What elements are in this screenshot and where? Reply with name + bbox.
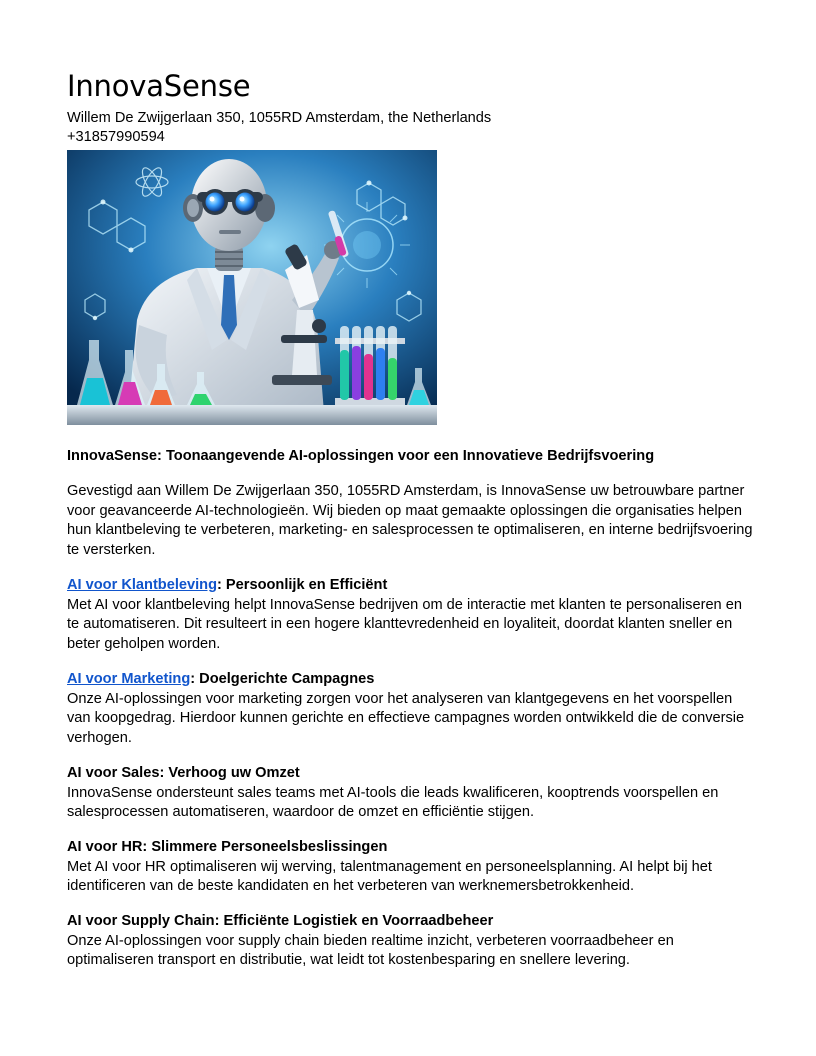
intro-paragraph: Gevestigd aan Willem De Zwijgerlaan 350, 1055RD Amsterdam, is InnovaSense uw betrouwbare partner voor geavanceerde AI-technologieën. Wij bieden op maat gemaakte oplossingen die organisaties helpen hun klantbeleving te verbeteren, marketing- en salesprocessen te optimaliseren, en interne bedrijfsvoering te versterken. (67, 483, 753, 558)
section-body: InnovaSense ondersteunt sales teams met AI-tools die leads kwalificeren, kooptrends voorspellen en salesprocessen automatiseren, waardoor de omzet en efficiëntie stijgen. (67, 784, 719, 821)
section-marketing (67, 670, 757, 748)
section-body: Met AI voor HR optimaliseren wij werving, talentmanagement en personeelsplanning. AI helpt bij het identificeren van de beste kandidaten en het verbeteren van werknemersbetrokkenheid. (67, 858, 712, 895)
section-heading: AI voor HR: Slimmere Personeelsbeslissingen (67, 839, 388, 855)
section-supply-chain (67, 912, 757, 971)
company-phone: +31857990594 (67, 129, 165, 145)
robot-scientist-illustration (67, 150, 437, 425)
section-body: Met AI voor klantbeleving helpt InnovaSense bedrijven om de interactie met klanten te personaliseren en te automatiseren. Dit resulteert in een hogere klanttevredenheid en loyaliteit, doordat klanten sneller en beter geholpen worden. (67, 596, 742, 652)
section-heading (67, 576, 757, 596)
section-heading-text: : Persoonlijk en Efficiënt (217, 577, 388, 593)
document-headline: InnovaSense: Toonaangevende AI-oplossingen voor een Innovatieve Bedrijfsvoering (67, 448, 655, 464)
link-ai-klantbeleving[interactable]: AI voor Klantbeleving (67, 577, 218, 593)
section-sales (67, 764, 757, 823)
section-heading: AI voor Sales: Verhoog uw Omzet (67, 765, 300, 781)
link-ai-marketing[interactable]: AI voor Marketing (67, 671, 191, 687)
page-title: InnovaSense (67, 69, 251, 103)
section-heading: AI voor Supply Chain: Efficiënte Logistiek en Voorraadbeheer (67, 913, 494, 929)
section-body: Onze AI-oplossingen voor marketing zorgen voor het analyseren van klantgegevens en het voorspellen van koopgedrag. Hierdoor kunnen gerichte en effectieve campagnes worden ontwikkeld die de conversie verhogen. (67, 690, 745, 746)
section-klantbeleving (67, 576, 757, 654)
hero-image (67, 150, 437, 425)
company-address: Willem De Zwijgerlaan 350, 1055RD Amsterdam, the Netherlands (67, 110, 492, 126)
section-heading (67, 670, 757, 690)
section-heading-text: : Doelgerichte Campagnes (190, 671, 375, 687)
section-hr (67, 838, 757, 897)
section-body: Onze AI-oplossingen voor supply chain bieden realtime inzicht, verbeteren voorraadbeheer en optimaliseren transport en distributie, wat leidt tot kostenbesparing en snellere levering. (67, 932, 674, 969)
